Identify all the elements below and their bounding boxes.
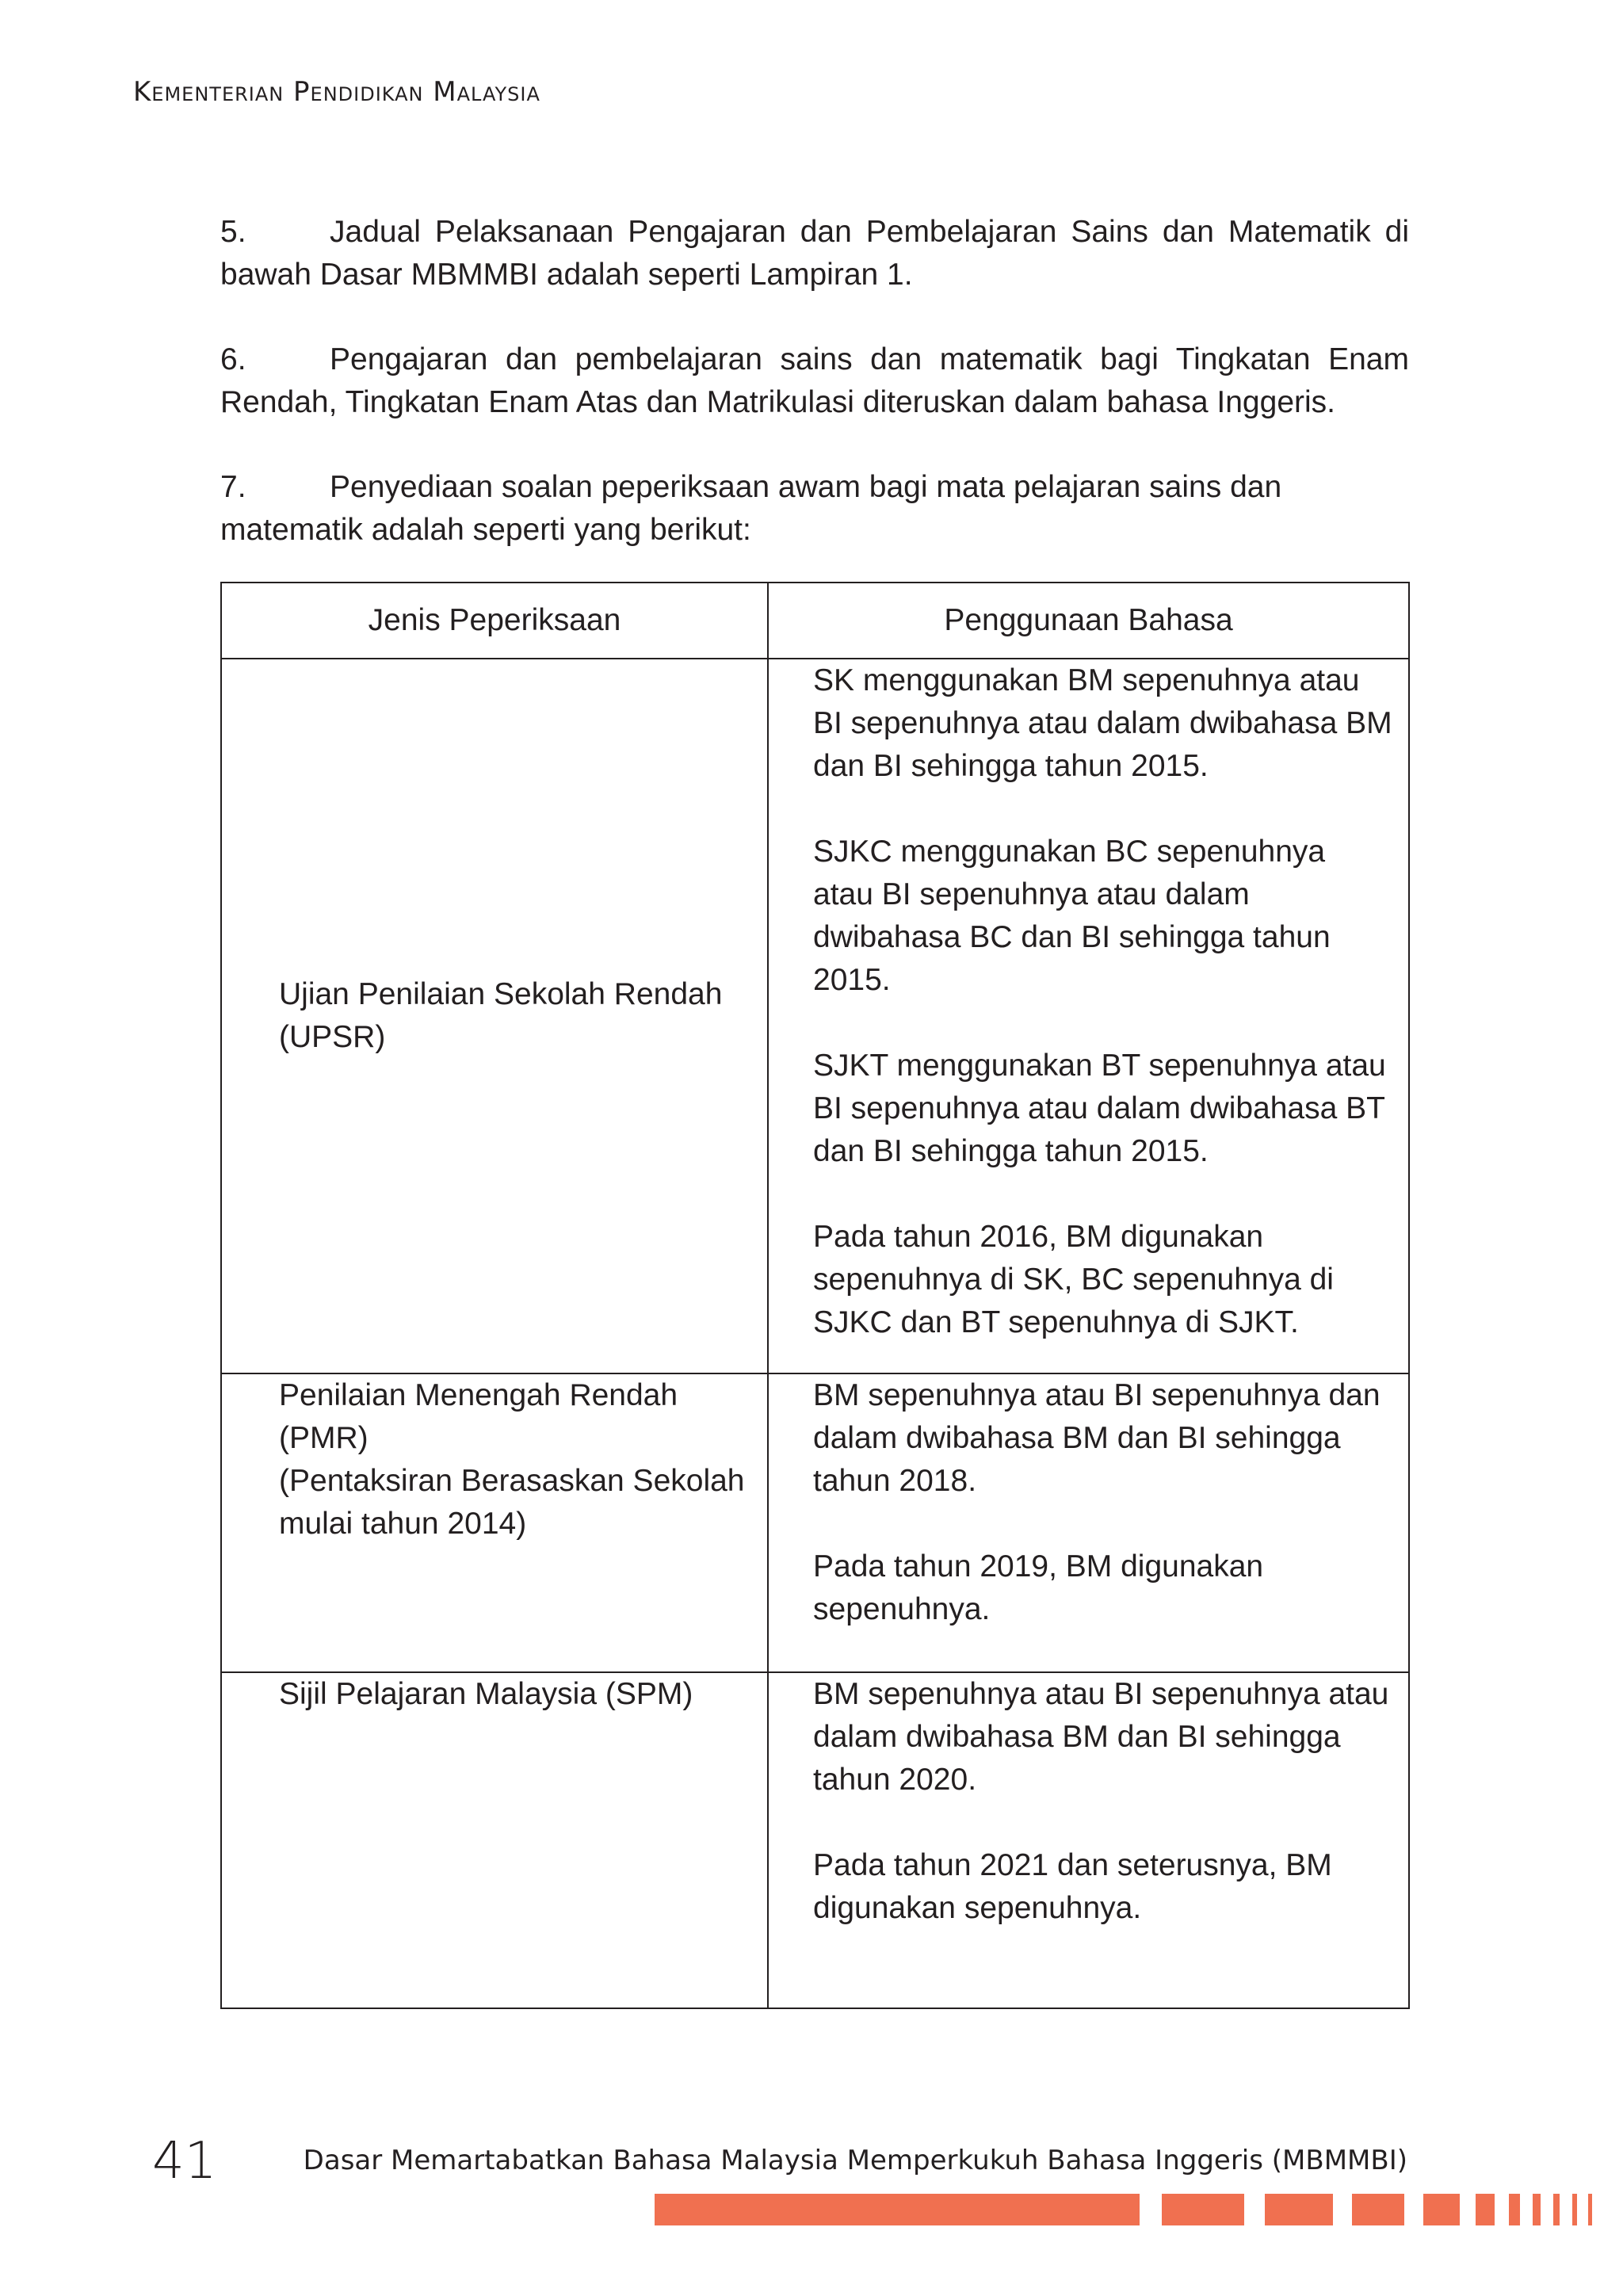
table-header-row bbox=[221, 583, 1409, 659]
footer-bar bbox=[1265, 2194, 1333, 2225]
paragraph-text: Penyediaan soalan peperiksaan awam bagi mata pelajaran sains dan matematik adalah seperti yang berikut: bbox=[220, 470, 1282, 547]
table-row bbox=[221, 1672, 1409, 2008]
exam-note: (Pentaksiran Berasaskan Sekolah mulai tahun 2014) bbox=[279, 1464, 745, 1541]
paragraph-text: Jadual Pelaksanaan Pengajaran dan Pembelajaran Sains dan Matematik di bawah Dasar MBMMBI adalah seperti Lampiran 1. bbox=[220, 215, 1409, 292]
exam-type-cell bbox=[221, 1373, 768, 1672]
footer-bar bbox=[1162, 2194, 1244, 2225]
paragraph-number: 6. bbox=[220, 342, 246, 376]
table-row bbox=[221, 1373, 1409, 1672]
language-rule: Pada tahun 2021 dan seterusnya, BM digunakan sepenuhnya. bbox=[813, 1848, 1332, 1925]
language-rule: Pada tahun 2019, BM digunakan sepenuhnya. bbox=[813, 1549, 1264, 1626]
footer-bar bbox=[1509, 2194, 1520, 2225]
paragraph-6 bbox=[220, 338, 1409, 424]
language-use-cell bbox=[768, 659, 1409, 1373]
footer-bar bbox=[1553, 2194, 1560, 2225]
language-use-cell bbox=[768, 1672, 1409, 2008]
footer-decorative-bars bbox=[0, 2194, 1623, 2225]
language-rule: SJKT menggunakan BT sepenuhnya atau BI sepenuhnya atau dalam dwibahasa BT dan BI sehingga tahun 2015. bbox=[813, 1049, 1386, 1168]
table-row bbox=[221, 659, 1409, 1373]
footer-bar bbox=[1533, 2194, 1541, 2225]
language-rule: BM sepenuhnya atau BI sepenuhnya dan dalam dwibahasa BM dan BI sehingga tahun 2018. bbox=[813, 1378, 1381, 1498]
exam-name: Ujian Penilaian Sekolah Rendah (UPSR) bbox=[279, 977, 723, 1054]
paragraph-7 bbox=[220, 466, 1409, 552]
paragraph-5 bbox=[220, 211, 1409, 296]
footer-bar bbox=[655, 2194, 1140, 2225]
footer-bar bbox=[1572, 2194, 1577, 2225]
paragraph-text: Pengajaran dan pembelajaran sains dan matematik bagi Tingkatan Enam Rendah, Tingkatan Enam Atas dan Matrikulasi diteruskan dalam bahasa Inggeris. bbox=[220, 342, 1409, 419]
exam-type-cell bbox=[221, 659, 768, 1373]
column-header-language-use: Penggunaan Bahasa bbox=[768, 583, 1409, 659]
running-header: Kementerian Pendidikan Malaysia bbox=[133, 76, 540, 108]
language-rule: SJKC menggunakan BC sepenuhnya atau BI sepenuhnya atau dalam dwibahasa BC dan BI sehingga tahun 2015. bbox=[813, 835, 1331, 997]
page-number: 41 bbox=[152, 2132, 217, 2191]
footer-bar bbox=[1423, 2194, 1460, 2225]
paragraph-number: 5. bbox=[220, 215, 246, 249]
footer-bar bbox=[1588, 2194, 1592, 2225]
language-rule: SK menggunakan BM sepenuhnya atau BI sepenuhnya atau dalam dwibahasa BM dan BI sehingga tahun 2015. bbox=[813, 663, 1392, 783]
language-rule: BM sepenuhnya atau BI sepenuhnya atau dalam dwibahasa BM dan BI sehingga tahun 2020. bbox=[813, 1677, 1389, 1797]
column-header-exam-type: Jenis Peperiksaan bbox=[221, 583, 768, 659]
footer-bar bbox=[1476, 2194, 1495, 2225]
paragraph-number: 7. bbox=[220, 470, 246, 504]
language-use-cell bbox=[768, 1373, 1409, 1672]
footer-title: Dasar Memartabatkan Bahasa Malaysia Memperkukuh Bahasa Inggeris (MBMMBI) bbox=[303, 2145, 1407, 2176]
exam-type-cell bbox=[221, 1672, 768, 2008]
exam-name: Penilaian Menengah Rendah (PMR) bbox=[279, 1378, 678, 1455]
exam-language-table bbox=[220, 582, 1410, 2009]
footer-bar bbox=[1352, 2194, 1404, 2225]
language-rule: Pada tahun 2016, BM digunakan sepenuhnya di SK, BC sepenuhnya di SJKC dan BT sepenuhnya di SJKT. bbox=[813, 1220, 1334, 1339]
exam-name: Sijil Pelajaran Malaysia (SPM) bbox=[279, 1677, 693, 1711]
